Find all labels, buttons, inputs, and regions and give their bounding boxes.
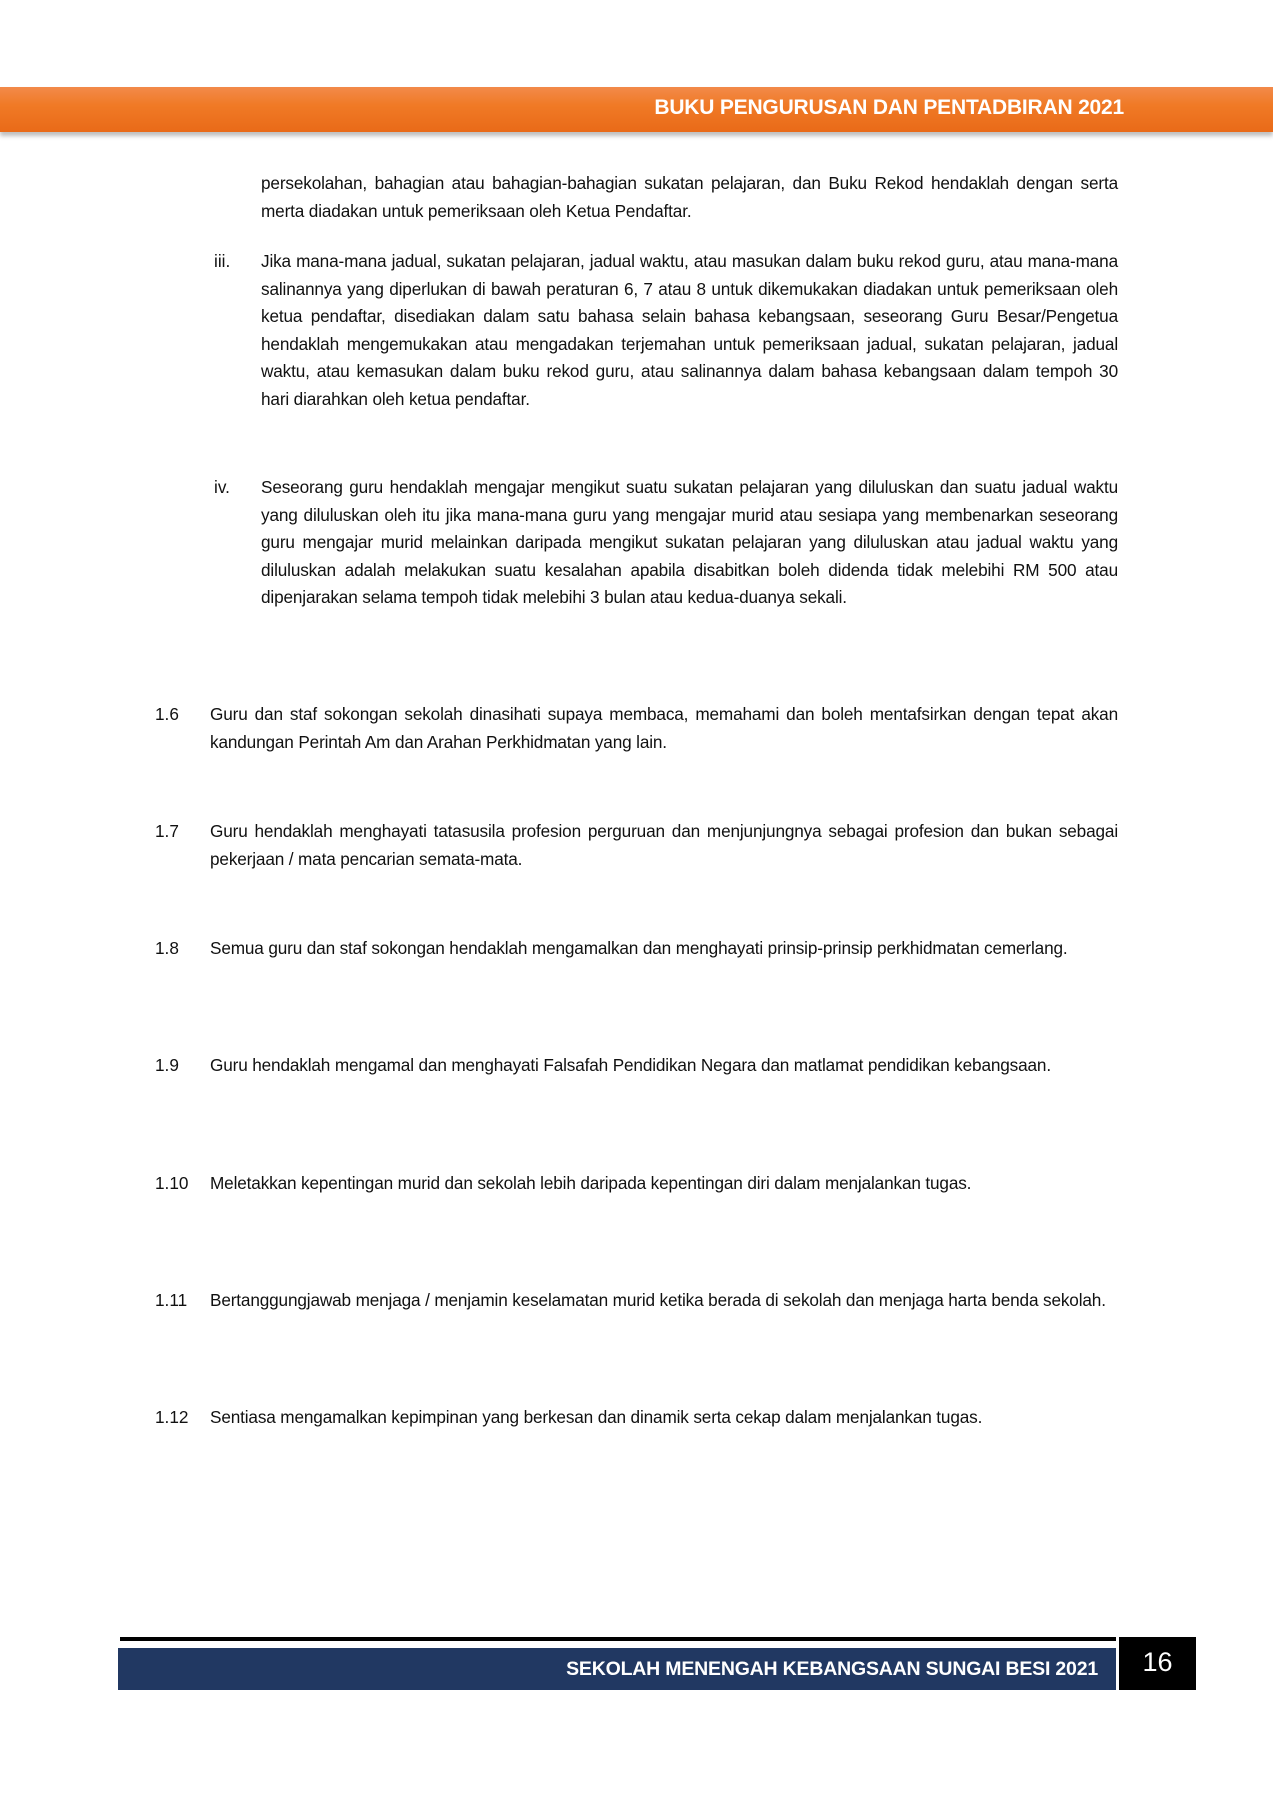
section-text: Guru hendaklah menghayati tatasusila profesion perguruan dan menjunjungnya sebagai profesion dan bukan sebagai pekerjaan / mata pencarian semata-mata. xyxy=(210,821,1118,869)
page-header-banner xyxy=(0,87,1273,132)
section-number: 1.7 xyxy=(155,821,179,841)
footer-title: SEKOLAH MENENGAH KEBANGSAAN SUNGAI BESI 2021 xyxy=(566,1658,1098,1680)
section-text: Bertanggungjawab menjaga / menjamin keselamatan murid ketika berada di sekolah dan menjaga harta benda sekolah. xyxy=(210,1290,1106,1310)
section-number: 1.9 xyxy=(155,1055,179,1075)
sub-item-text: Seseorang guru hendaklah mengajar mengikut suatu sukatan pelajaran yang diluluskan dan suatu jadual waktu yang diluluskan oleh itu jika mana-mana guru yang mengajar murid atau sesiapa yang membenarkan seseorang guru mengajar murid melainkan daripada mengikut sukatan pelajaran yang diluluskan atau jadual waktu yang diluluskan adalah melakukan suatu kesalahan apabila disabitkan boleh didenda tidak melebihi RM 500 atau dipenjarakan selama tempoh tidak melebihi 3 bulan atau kedua-duanya sekali. xyxy=(261,477,1118,607)
continuation-paragraph: persekolahan, bahagian atau bahagian-bahagian sukatan pelajaran, dan Buku Rekod hendaklah dengan serta merta diadakan untuk pemeriksaan oleh Ketua Pendaftar. xyxy=(261,173,1118,221)
section-text: Guru hendaklah mengamal dan menghayati Falsafah Pendidikan Negara dan matlamat pendidikan kebangsaan. xyxy=(210,1055,1051,1075)
sub-item-number: iv. xyxy=(214,477,230,497)
section-number: 1.12 xyxy=(155,1407,189,1427)
section-number: 1.10 xyxy=(155,1173,189,1193)
header-title: BUKU PENGURUSAN DAN PENTADBIRAN 2021 xyxy=(654,96,1124,119)
section-number: 1.11 xyxy=(155,1290,188,1310)
sub-item-number: iii. xyxy=(214,251,231,271)
footer-divider xyxy=(120,1637,1116,1641)
page-number: 16 xyxy=(1119,1637,1196,1690)
section-text: Guru dan staf sokongan sekolah dinasihati supaya membaca, memahami dan boleh mentafsirkan dengan tepat akan kandungan Perintah Am dan Arahan Perkhidmatan yang lain. xyxy=(210,704,1118,752)
section-text: Sentiasa mengamalkan kepimpinan yang berkesan dan dinamik serta cekap dalam menjalankan tugas. xyxy=(210,1407,983,1427)
page-footer-banner xyxy=(118,1648,1116,1690)
section-text: Semua guru dan staf sokongan hendaklah mengamalkan dan menghayati prinsip-prinsip perkhidmatan cemerlang. xyxy=(210,938,1068,958)
section-number: 1.8 xyxy=(155,938,179,958)
section-number: 1.6 xyxy=(155,704,179,724)
section-text: Meletakkan kepentingan murid dan sekolah lebih daripada kepentingan diri dalam menjalankan tugas. xyxy=(210,1173,972,1193)
sub-item-text: Jika mana-mana jadual, sukatan pelajaran, jadual waktu, atau masukan dalam buku rekod guru, atau mana-mana salinannya yang diperlukan di bawah peraturan 6, 7 atau 8 untuk dikemukakan diadakan untuk pemeriksaan oleh ketua pendaftar, disediakan dalam satu bahasa selain bahasa kebangsaan, seseorang Guru Besar/Pengetua hendaklah mengemukakan atau mengadakan terjemahan untuk pemeriksaan jadual, sukatan pelajaran, jadual waktu, atau kemasukan dalam buku rekod guru, atau salinannya dalam bahasa kebangsaan dalam tempoh 30 hari diarahkan oleh ketua pendaftar. xyxy=(261,251,1118,409)
